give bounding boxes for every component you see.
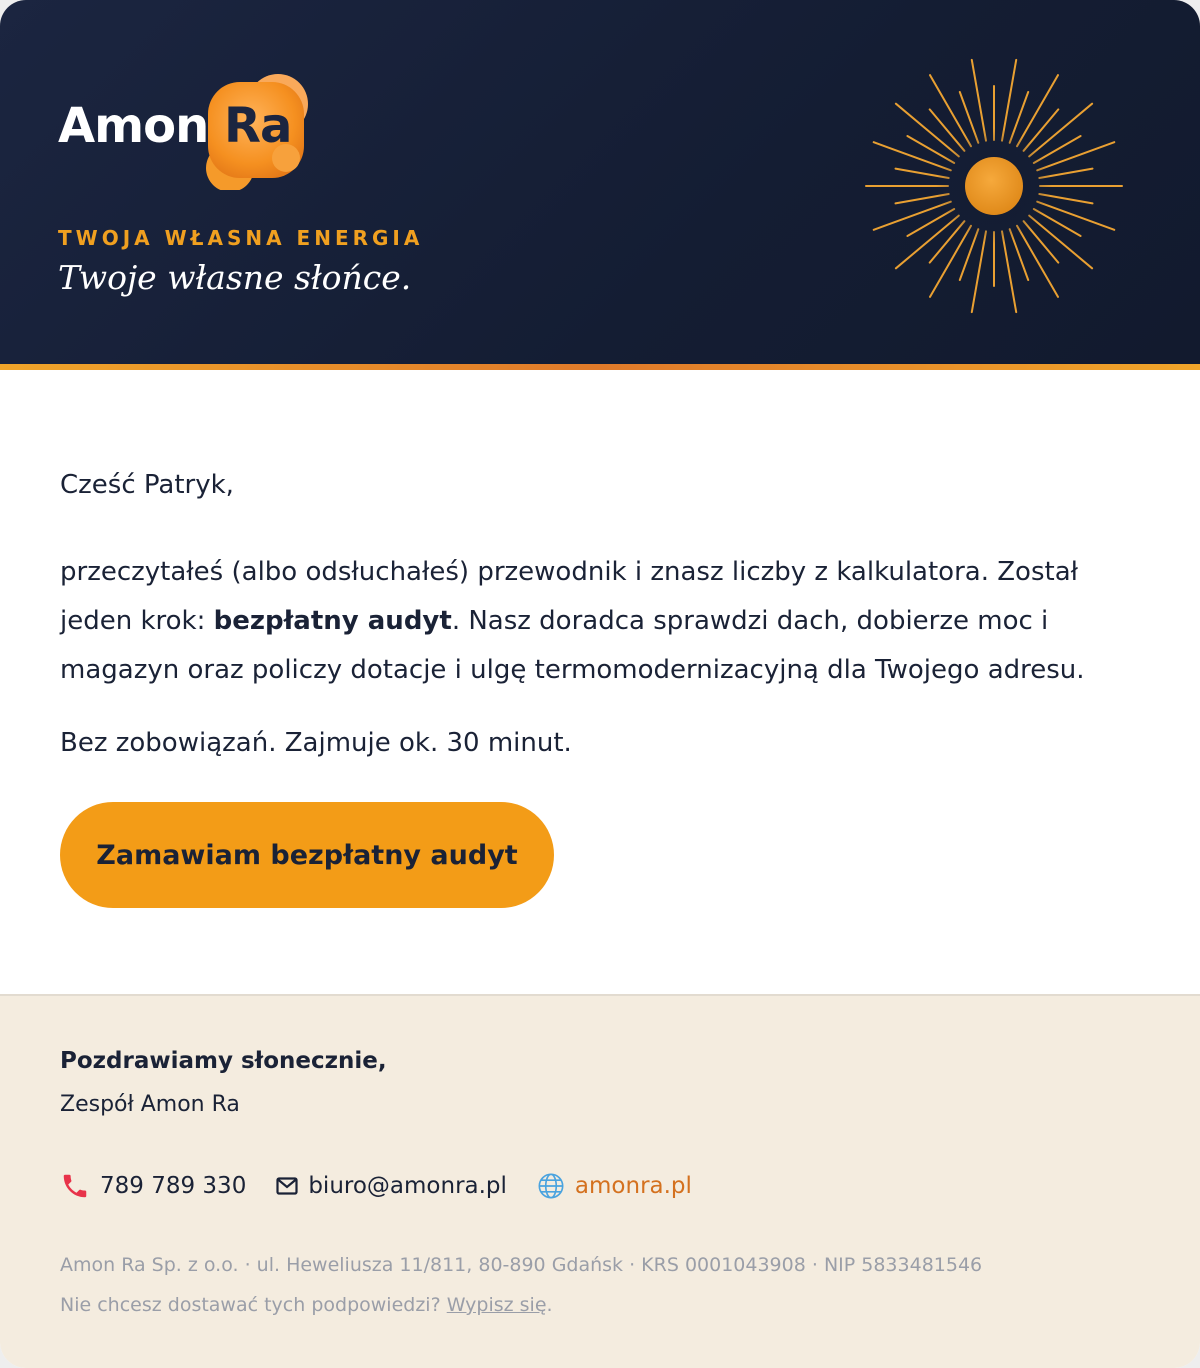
website-contact <box>537 1172 692 1200</box>
phone-icon <box>60 1171 90 1201</box>
body-paragraph <box>60 548 1150 695</box>
envelope-icon <box>276 1177 298 1195</box>
sun-illustration-icon <box>860 54 1130 318</box>
brand-name-ra: Ra <box>224 98 292 154</box>
amon-ra-logo <box>58 70 328 190</box>
unsubscribe-suffix: . <box>546 1294 553 1316</box>
tagline-eyebrow: TWOJA WŁASNA ENERGIA <box>58 226 424 250</box>
greeting: Cześć Patryk, <box>60 470 234 500</box>
tagline: Twoje własne słońce. <box>58 258 412 297</box>
email-footer <box>0 994 1200 1368</box>
website-link[interactable]: amonra.pl <box>574 1173 692 1199</box>
email-header <box>0 0 1200 364</box>
header-accent-bar <box>0 364 1200 370</box>
team-signature: Zespół Amon Ra <box>60 1092 240 1117</box>
brand-name <box>58 98 291 154</box>
unsubscribe-link[interactable]: Wypisz się <box>446 1294 547 1316</box>
email-link[interactable]: biuro@amonra.pl <box>308 1173 507 1199</box>
unsubscribe-line <box>60 1294 553 1316</box>
sun-ray <box>874 142 951 170</box>
globe-icon <box>537 1172 565 1200</box>
paragraph-bold-text: bezpłatny audyt <box>213 606 452 636</box>
brand-name-amon: Amon <box>58 98 209 154</box>
order-audit-button[interactable]: Zamawiam bezpłatny audyt <box>60 802 554 908</box>
phone-link[interactable]: 789 789 330 <box>100 1173 247 1199</box>
contact-row <box>60 1166 722 1206</box>
paragraph-text: przeczytałeś (albo odsłuchałeś) przewodnik i znasz liczby z kalkulatora. Został jeden krok: <box>60 557 1079 636</box>
paragraph-text-end: . Nasz doradca sprawdzi dach, dobierze moc i magazyn oraz policzy dotacje i ulgę termomodernizacyjną dla Twojego adresu. <box>60 606 1085 685</box>
note-text: Bez zobowiązań. Zajmuje ok. 30 minut. <box>60 728 572 758</box>
email-contact <box>276 1173 507 1199</box>
unsubscribe-prefix: Nie chcesz dostawać tych podpowiedzi? <box>60 1294 447 1316</box>
legal-info: Amon Ra Sp. z o.o. · ul. Heweliusza 11/811, 80-890 Gdańsk · KRS 0001043908 · NIP 5833481546 <box>60 1254 983 1276</box>
sun-ray <box>1037 142 1114 170</box>
sun-ray <box>1037 202 1114 230</box>
phone-contact <box>60 1171 246 1201</box>
signoff: Pozdrawiamy słonecznie, <box>60 1048 387 1074</box>
sun-ray <box>874 202 951 230</box>
